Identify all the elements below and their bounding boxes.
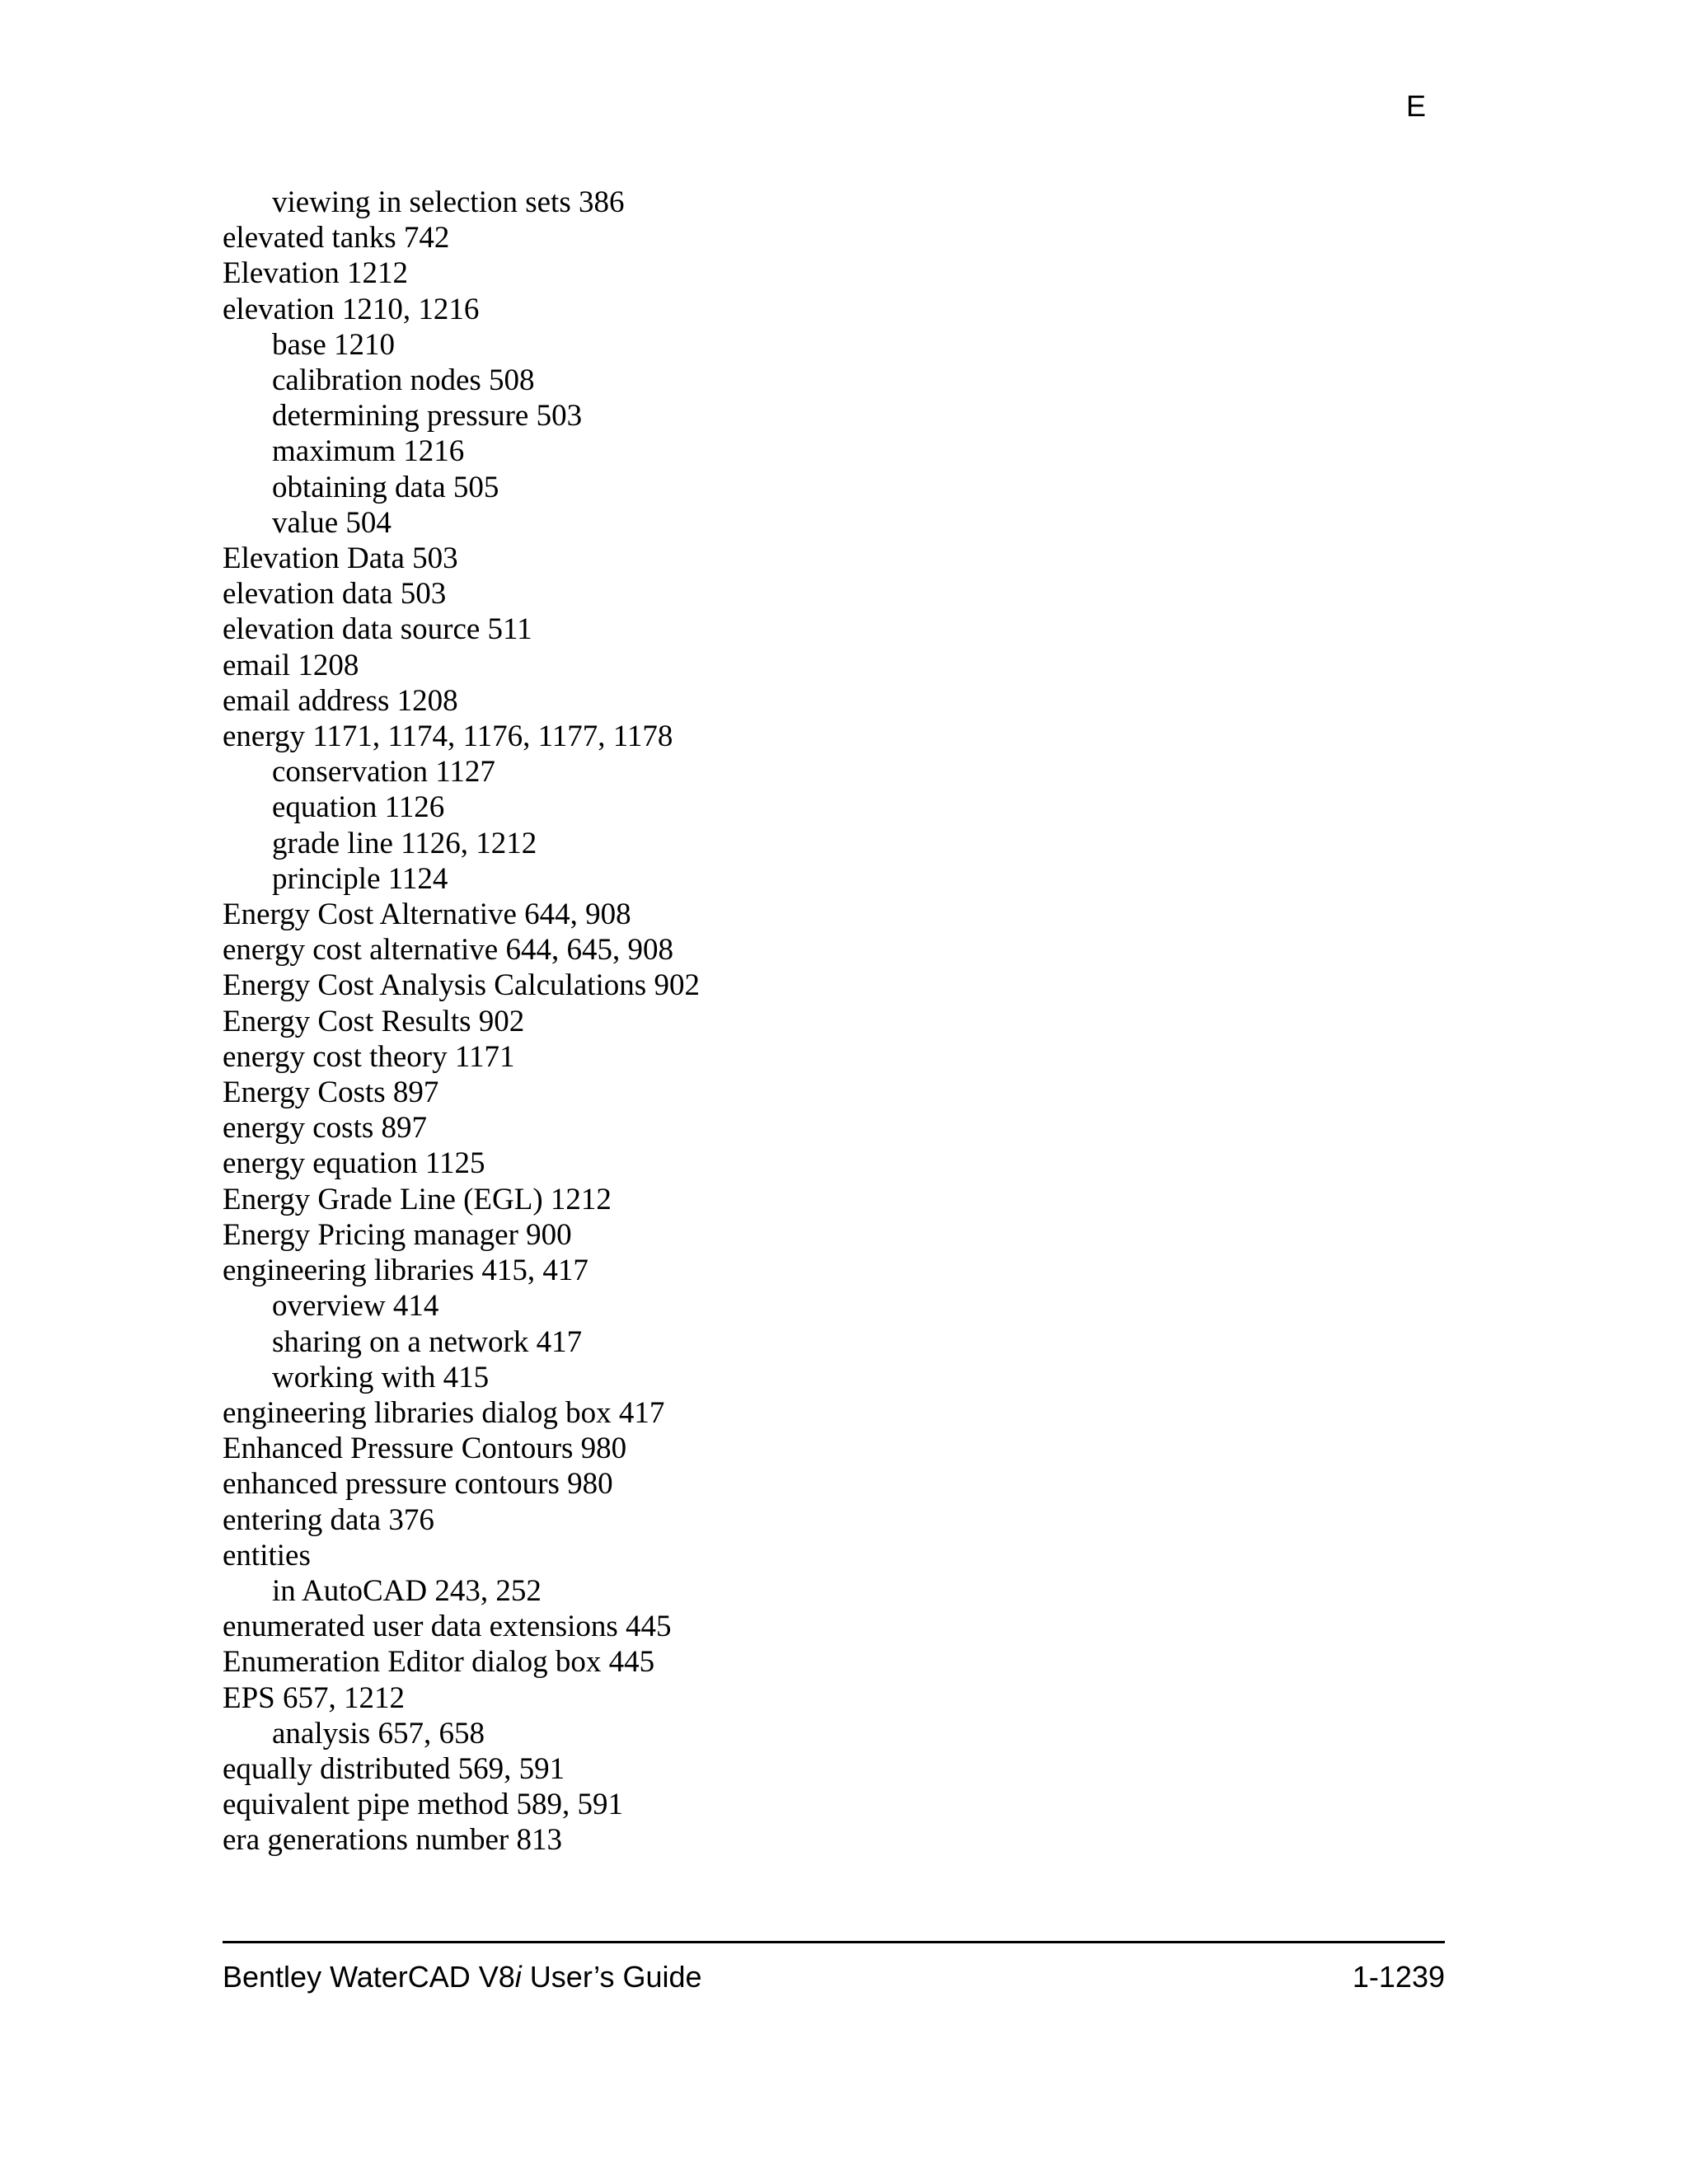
index-subentry: equation 1126 (272, 790, 445, 825)
index-subentry: base 1210 (272, 327, 395, 362)
index-entry: Energy Cost Results 902 (223, 1004, 525, 1038)
index-entry: elevation data source 511 (223, 612, 532, 647)
index-entry: energy equation 1125 (223, 1146, 485, 1181)
index-entry-list (223, 185, 700, 1858)
index-entry: Enumeration Editor dialog box 445 (223, 1645, 655, 1680)
index-entry: email address 1208 (223, 683, 458, 718)
footer-title-italic: i (514, 1960, 522, 1994)
index-entry: equally distributed 569, 591 (223, 1751, 565, 1786)
index-entry: enumerated user data extensions 445 (223, 1610, 672, 1644)
index-entry: Enhanced Pressure Contours 980 (223, 1432, 627, 1466)
index-subentry: principle 1124 (272, 861, 448, 896)
index-entry: enhanced pressure contours 980 (223, 1467, 613, 1502)
index-subentry: determining pressure 503 (272, 399, 583, 434)
index-subentry: overview 414 (272, 1289, 439, 1324)
index-subentry: in AutoCAD 243, 252 (272, 1573, 542, 1608)
section-letter: E (1406, 89, 1427, 123)
index-entry: entities (223, 1538, 311, 1572)
index-entry: email 1208 (223, 648, 359, 682)
index-subentry: conservation 1127 (272, 755, 495, 790)
page-number: 1-1239 (1352, 1960, 1445, 1994)
footer-title (223, 1960, 702, 1994)
index-entry: engineering libraries 415, 417 (223, 1254, 588, 1288)
index-entry: Elevation 1212 (223, 256, 409, 291)
footer-divider (223, 1941, 1445, 1943)
index-entry: Elevation Data 503 (223, 541, 458, 576)
index-entry: equivalent pipe method 589, 591 (223, 1788, 624, 1822)
index-entry: energy cost theory 1171 (223, 1039, 515, 1074)
index-entry: elevation data 503 (223, 577, 447, 612)
index-entry: energy cost alternative 644, 645, 908 (223, 933, 673, 968)
footer-title-main: Bentley WaterCAD V8 (223, 1960, 515, 1994)
index-entry: energy 1171, 1174, 1176, 1177, 1178 (223, 719, 673, 754)
index-subentry: value 504 (272, 505, 392, 540)
index-entry: Energy Cost Analysis Calculations 902 (223, 968, 700, 1003)
index-entry: Energy Costs 897 (223, 1076, 439, 1110)
index-entry: elevation 1210, 1216 (223, 292, 480, 326)
index-subentry: analysis 657, 658 (272, 1716, 485, 1750)
index-entry: Energy Cost Alternative 644, 908 (223, 898, 631, 932)
index-entry: era generations number 813 (223, 1823, 562, 1858)
index-entry: elevated tanks 742 (223, 221, 450, 255)
index-subentry: working with 415 (272, 1360, 490, 1394)
index-entry: entering data 376 (223, 1502, 434, 1537)
index-subentry: sharing on a network 417 (272, 1324, 583, 1359)
index-entry: energy costs 897 (223, 1111, 427, 1146)
footer-title-suffix: User’s Guide (521, 1960, 702, 1994)
index-subentry: calibration nodes 508 (272, 363, 535, 398)
index-subentry: obtaining data 505 (272, 470, 499, 504)
index-subentry: viewing in selection sets 386 (272, 185, 625, 219)
index-subentry: maximum 1216 (272, 434, 465, 469)
index-entry: Energy Pricing manager 900 (223, 1217, 572, 1252)
index-entry: Energy Grade Line (EGL) 1212 (223, 1182, 612, 1216)
index-entry: engineering libraries dialog box 417 (223, 1395, 665, 1430)
index-entry: EPS 657, 1212 (223, 1680, 406, 1715)
index-subentry: grade line 1126, 1212 (272, 826, 537, 860)
